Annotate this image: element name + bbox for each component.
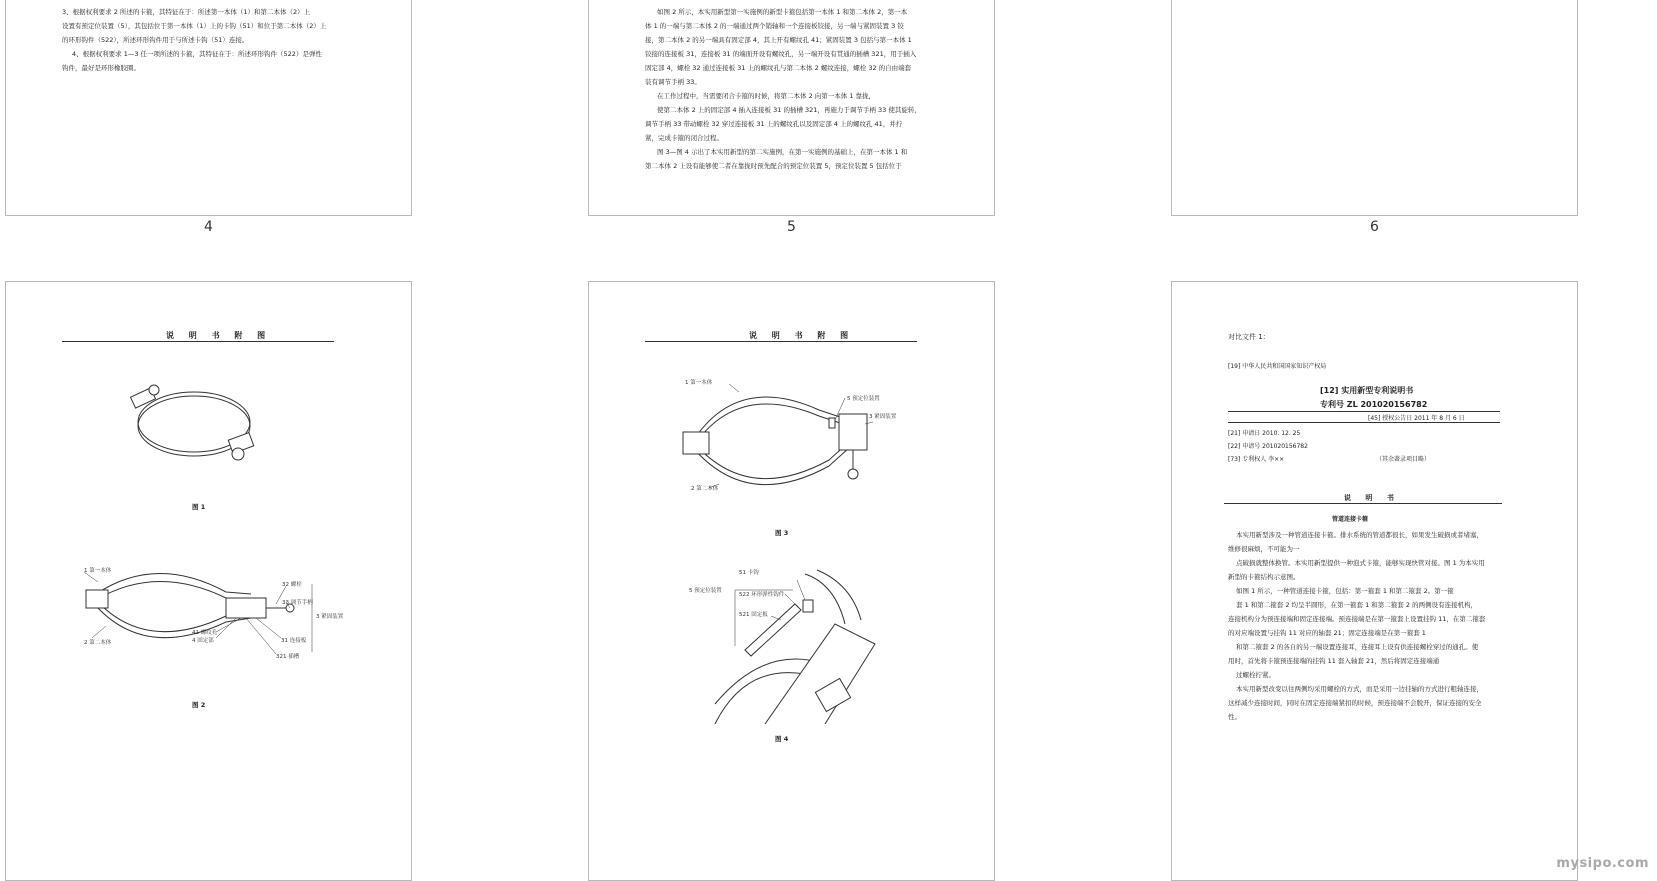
figure-1 <box>126 374 266 474</box>
pub-rule-bottom <box>1228 422 1500 423</box>
page-5-line: 装有调节手柄 33。 <box>645 78 701 86</box>
body-line: 套 1 和第二箍套 2 均呈半圆形，在第一箍套 1 和第二箍套 2 的两侧设有连接机构， <box>1236 601 1478 609</box>
body-line: 本实用新型涉及一种管道连接卡箍。排水系统的管道都很长，如果发生破损或者堵塞， <box>1236 531 1483 539</box>
figure-1-caption: 图 1 <box>192 503 206 511</box>
body-line: 连接机构分为预连接端和固定连接端。预连接端是在第一箍套上设置挂钩 11，在第二箍套 <box>1228 615 1486 623</box>
page-5-line: 图 3—图 4 示出了本实用新型的第二实施例，在第一实施例的基础上，在第一本体 1 和 <box>657 148 908 156</box>
figure-2 <box>76 564 376 674</box>
page-4-line: 设置有预定位装置（5），其包括位于第一本体（1）上的卡钩（51）和位于第二本体（2）上 <box>62 22 327 30</box>
fig3-label-fastener: 3 紧固装置 <box>869 414 897 420</box>
fig2-label-handle: 33 调节手柄 <box>282 600 313 606</box>
fig2-label-thread-hole: 41 螺纹孔 <box>192 630 218 636</box>
fig2-label-fixing-part: 4 固定部 <box>192 638 214 644</box>
page-4 <box>5 0 412 216</box>
body-line: 用时，首先将卡箍预连接端的挂钩 11 套入轴套 21，然后将固定连接端通 <box>1228 657 1440 665</box>
meta-line: [21] 申请日 2010. 12. 25 <box>1228 430 1301 437</box>
figure-3 <box>679 374 919 504</box>
fig4-label-plate: 521 固定板 <box>739 612 768 618</box>
fig2-label-second-body: 2 第二本体 <box>84 640 112 646</box>
figure-3-caption: 图 3 <box>775 529 789 537</box>
page-7 <box>5 281 412 881</box>
page-4-line: 钩件，最好是环形橡胶圈。 <box>62 64 140 72</box>
page-5-line: 体 1 的一端与第二本体 2 的一端通过两个销轴和一个连接板铰接，另一端与紧固装置 3 铰 <box>645 22 904 30</box>
watermark: mysipo.com <box>1556 856 1649 871</box>
meta-line: [73] 专利权人 李×× <box>1228 456 1285 463</box>
fig3-label-second-body: 2 第二本体 <box>691 486 719 492</box>
figure-4 <box>685 564 905 724</box>
page-number-4: 4 <box>204 219 213 235</box>
fig2-label-link-plate: 31 连接板 <box>281 638 307 644</box>
fig4-label-ring: 522 环形弹性钩件 <box>739 592 785 598</box>
pub-date: [45] 授权公告日 2011 年 8 月 6 日 <box>1368 415 1465 422</box>
compare-title: 对比文件 1： <box>1228 333 1270 341</box>
page-8-heading: 说 明 书 附 图 <box>749 331 855 340</box>
meta-line: [22] 申请号 201020156782 <box>1228 443 1308 450</box>
section-rule <box>1224 503 1502 504</box>
page-4-line: 的环形钩件（522），所述环形钩件用于与所述卡钩（51）连接。 <box>62 36 249 44</box>
page-5-line: 固定部 4，螺栓 32 通过连接板 31 上的螺纹孔与第二本体 2 螺纹连接，螺栓 32 的自由端套 <box>645 64 912 72</box>
doc-subtitle: 管道连接卡箍 <box>1332 516 1369 523</box>
body-line: 点破损就整体换管。本实用新型提供一种泡式卡箍，能够实现快管对接。图 1 为本实用 <box>1236 559 1485 567</box>
page-5-line: 铰接的连接板 31，连接板 31 的端面开设有螺纹孔，另一端开设有贯通的插槽 321，用于插入 <box>645 50 917 58</box>
body-line: 的对应端设置与挂钩 11 对应的轴套 21；固定连接端是在第一箍套 1 <box>1228 629 1426 637</box>
page-number-6: 6 <box>1370 219 1379 235</box>
fig2-label-slot: 321 插槽 <box>276 654 300 660</box>
fig4-label-prepos: 5 预定位装置 <box>689 588 722 594</box>
page-5-line: 使第二本体 2 上的固定部 4 插入连接板 31 的插槽 321，再施力于调节手柄 33 使其旋转， <box>657 106 921 114</box>
pub-rule-top <box>1228 411 1500 412</box>
page-5-line: 第二本体 2 上设有能够使二者在靠拢时预先配合的预定位装置 5，预定位装置 5 包括位于 <box>645 162 902 170</box>
figure-4-caption: 图 4 <box>775 735 789 743</box>
body-line: 性。 <box>1228 713 1241 721</box>
fig2-label-first-body: 1 第一本体 <box>84 568 112 574</box>
page-5-line: 调节手柄 33 带动螺栓 32 穿过连接板 31 上的螺纹孔以及固定部 4 上的螺纹孔 41，并拧 <box>645 120 903 128</box>
fig3-label-prepos: 5 预定位装置 <box>847 396 880 402</box>
fig4-label-hook: 51 卡钩 <box>739 570 759 576</box>
body-line: 新型的卡箍结构示意图。 <box>1228 573 1300 581</box>
page-4-line: 3、根据权利要求 2 所述的卡箍，其特征在于：所述第一本体（1）和第二本体（2）上 <box>62 8 311 16</box>
figure-2-caption: 图 2 <box>192 701 206 709</box>
section-heading: 说 明 书 <box>1344 494 1400 502</box>
page-8-heading-rule <box>645 341 917 342</box>
fig3-label-first-body: 1 第一本体 <box>685 380 713 386</box>
page-number-5: 5 <box>787 219 796 235</box>
page-7-heading-rule <box>62 341 334 342</box>
patent-number: 专利号 ZL 201020156782 <box>1320 400 1428 409</box>
meta-note: （其余著录项目略） <box>1376 456 1431 463</box>
page-5 <box>588 0 995 216</box>
page-5-line: 如图 2 所示，本实用新型第一实施例的新型卡箍包括第一本体 1 和第二本体 2，第一本 <box>657 8 908 16</box>
fig2-label-fastener: 3 紧固装置 <box>316 614 344 620</box>
body-line: 本实用新型改变以往两侧均采用螺栓的方式，而是采用一边挂轴的方式进行粗轴连接， <box>1236 685 1483 693</box>
page-5-line: 在工作过程中，当需要闭合卡箍的时候，将第二本体 2 向第一本体 1 靠拢， <box>657 92 876 100</box>
page-8 <box>588 281 995 881</box>
page-7-heading: 说 明 书 附 图 <box>166 331 272 340</box>
page-4-line: 4、根据权利要求 1—3 任一项所述的卡箍，其特征在于：所述环形钩件（522）是弹性 <box>72 50 322 58</box>
body-line: 和第二箍套 2 的各自的另一端设置连接耳，连接耳上设有供连接螺栓穿过的通孔。使 <box>1236 643 1479 651</box>
body-line: 如图 1 所示，一种管道连接卡箍，包括：第一箍套 1 和第二箍套 2。第一箍 <box>1236 587 1454 595</box>
body-line: 过螺栓拧紧。 <box>1236 671 1275 679</box>
page-6 <box>1171 0 1578 216</box>
doc-title: [12] 实用新型专利说明书 <box>1320 386 1414 395</box>
fig2-label-bolt: 32 螺栓 <box>282 582 302 588</box>
page-5-line: 紧，完成卡箍的闭合过程。 <box>645 134 723 142</box>
body-line: 这样减少连接时间，同时在固定连接端紧扣的时候，预连接端不会脱开，保证连接的安全 <box>1228 699 1482 707</box>
page-5-line: 接，第二本体 2 的另一端具有固定部 4，其上开有螺纹孔 41；紧固装置 3 包括与第一本体 1 <box>645 36 912 44</box>
page-9 <box>1171 281 1578 881</box>
body-line: 维修很麻烦，不可能为一 <box>1228 545 1300 553</box>
office-name: [19] 中华人民共和国国家知识产权局 <box>1228 363 1327 370</box>
